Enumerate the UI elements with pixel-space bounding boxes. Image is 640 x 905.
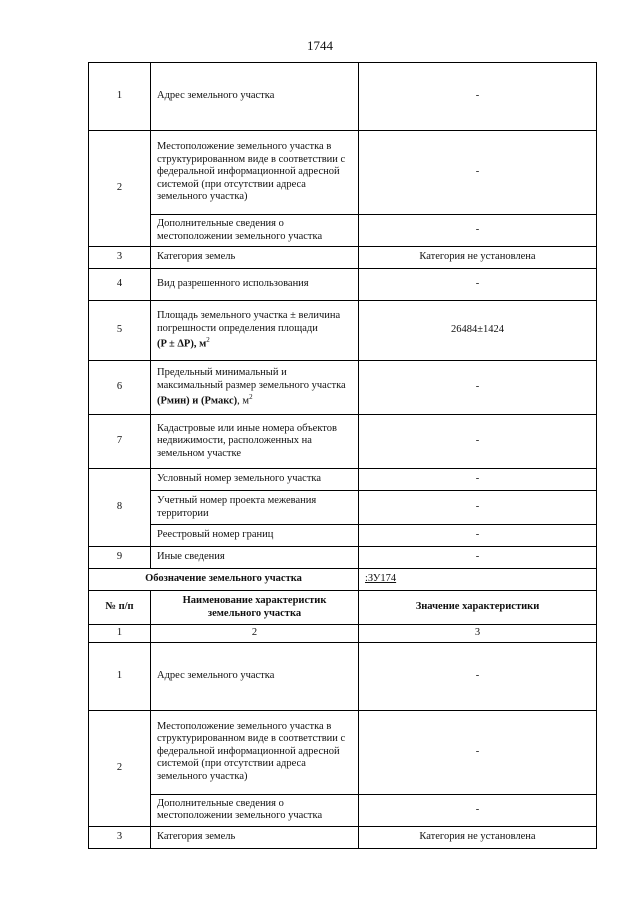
table-row	[89, 131, 597, 215]
characteristic-name: Реестровый номер границ	[151, 525, 359, 547]
plot-designation-row	[89, 569, 597, 591]
characteristic-name: Категория земель	[151, 826, 359, 848]
characteristic-value: -	[359, 63, 597, 131]
characteristic-name: Адрес земельного участка	[151, 63, 359, 131]
row-number: 1	[89, 642, 151, 710]
table-row	[89, 710, 597, 794]
characteristic-value: -	[359, 794, 597, 826]
row-number: 6	[89, 361, 151, 415]
unit-superscript: 2	[249, 392, 253, 401]
column-index-row	[89, 625, 597, 643]
characteristic-value: Категория не установлена	[359, 826, 597, 848]
table-row	[89, 794, 597, 826]
characteristic-value: -	[359, 415, 597, 469]
column-index: 2	[151, 625, 359, 643]
characteristic-value: -	[359, 361, 597, 415]
characteristic-name: Категория земель	[151, 247, 359, 269]
characteristic-value: -	[359, 491, 597, 525]
row-number: 1	[89, 63, 151, 131]
table-row	[89, 301, 597, 361]
table-row	[89, 247, 597, 269]
table-row	[89, 361, 597, 415]
header-characteristic-value: Значение характеристики	[359, 591, 597, 625]
area-formula: (P ± ΔP), м	[157, 338, 207, 350]
table-row	[89, 826, 597, 848]
characteristic-name: Дополнительные сведения о местоположении земельного участка	[151, 794, 359, 826]
row-number: 9	[89, 547, 151, 569]
row-number: 7	[89, 415, 151, 469]
plot-designation-label: Обозначение земельного участка	[89, 569, 359, 591]
characteristic-name: Адрес земельного участка	[151, 642, 359, 710]
row-number: 2	[89, 131, 151, 247]
characteristic-name: Учетный номер проекта межевания территории	[151, 491, 359, 525]
row-number: 4	[89, 269, 151, 301]
characteristic-name: Вид разрешенного использования	[151, 269, 359, 301]
characteristic-value: -	[359, 547, 597, 569]
characteristic-value: -	[359, 269, 597, 301]
header-number: № п/п	[89, 591, 151, 625]
land-plot-table	[88, 62, 597, 849]
characteristic-value: 26484±1424	[359, 301, 597, 361]
characteristic-value: -	[359, 215, 597, 247]
table-row	[89, 415, 597, 469]
characteristic-name: Дополнительные сведения о местоположении земельного участка	[151, 215, 359, 247]
table-row	[89, 63, 597, 131]
column-index: 1	[89, 625, 151, 643]
row-number: 5	[89, 301, 151, 361]
characteristic-value: -	[359, 710, 597, 794]
characteristic-value: -	[359, 642, 597, 710]
characteristic-name-text: Площадь земельного участка ± величина погрешности определения площади	[157, 310, 341, 334]
characteristic-name: Местоположение земельного участка в структурированном виде в соответствии с федеральной информационной адресной системой (при отсутствии адреса земельного участка)	[151, 710, 359, 794]
characteristic-name	[151, 301, 359, 361]
row-number: 3	[89, 826, 151, 848]
header-characteristic-name: Наименование характеристик земельного участка	[151, 591, 359, 625]
characteristic-name: Иные сведения	[151, 547, 359, 569]
table-row	[89, 269, 597, 301]
characteristic-value: -	[359, 525, 597, 547]
unit-text: , м	[237, 395, 250, 407]
characteristic-name: Местоположение земельного участка в структурированном виде в соответствии с федеральной информационной адресной системой (при отсутствии адреса земельного участка)	[151, 131, 359, 215]
table-row	[89, 215, 597, 247]
table-row	[89, 525, 597, 547]
column-index: 3	[359, 625, 597, 643]
characteristic-name	[151, 361, 359, 415]
characteristic-name-text: Предельный минимальный и максимальный размер земельного участка	[157, 367, 346, 391]
row-number: 8	[89, 469, 151, 547]
table-row	[89, 547, 597, 569]
table-header-row	[89, 591, 597, 625]
plot-code: :ЗУ174	[365, 573, 397, 585]
unit-superscript: 2	[206, 335, 210, 344]
characteristic-name: Условный номер земельного участка	[151, 469, 359, 491]
size-formula: (Pмин) и (Pмакс)	[157, 395, 238, 407]
plot-designation-cell	[359, 569, 597, 591]
characteristic-value: -	[359, 469, 597, 491]
table-row	[89, 642, 597, 710]
row-number: 2	[89, 710, 151, 826]
table-row	[89, 469, 597, 491]
table-row	[89, 491, 597, 525]
characteristic-value: Категория не установлена	[359, 247, 597, 269]
characteristic-name: Кадастровые или иные номера объектов недвижимости, расположенных на земельном участке	[151, 415, 359, 469]
row-number: 3	[89, 247, 151, 269]
characteristic-value: -	[359, 131, 597, 215]
page-number: 1744	[307, 38, 333, 53]
